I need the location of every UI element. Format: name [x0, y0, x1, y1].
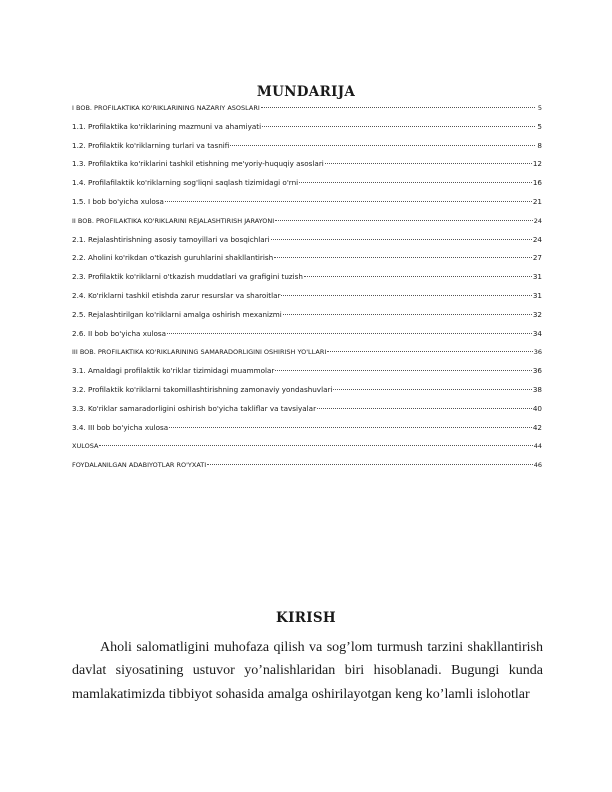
toc-entry-page-number: 36 [533, 348, 542, 357]
toc-entry-label: 3.2. Profilaktik ko'riklarni takomillashtirishning zamonaviy yondashuvlari [72, 384, 333, 394]
toc-entry[interactable] [72, 174, 542, 193]
toc-leader-dots [317, 408, 532, 409]
toc-entry[interactable] [72, 249, 542, 268]
toc-entry-label: 1.1. Profilaktika ko'riklarining mazmuni va ahamiyati [72, 121, 262, 131]
toc-entry-label: 2.1. Rejalashtirishning asosiy tamoyillari va bosqichlari [72, 234, 270, 244]
toc-entry-label: 3.3. Ko'riklar samaradorligini oshirish bo'yicha takliflar va tavsiyalar [72, 403, 317, 413]
toc-entry[interactable] [72, 362, 542, 381]
toc-leader-dots [325, 163, 532, 164]
toc-entry-label: 3.1. Amaldagi profilaktik ko'riklar tizimidagi muammolar [72, 366, 275, 376]
toc-entry[interactable] [72, 456, 542, 475]
toc-entry-page-number: 36 [532, 366, 542, 376]
toc-entry[interactable] [72, 400, 542, 419]
toc-entry-page-number: 24 [532, 234, 542, 244]
toc-entry[interactable] [72, 343, 542, 362]
toc-leader-dots [169, 427, 532, 428]
toc-leader-dots [299, 182, 532, 183]
toc-leader-dots [262, 126, 535, 127]
toc-entry-page-number: 5 [537, 121, 542, 131]
toc-entry-page-number: 12 [532, 159, 542, 169]
toc-entry-label: 2.2. Aholini ko'rikdan o'tkazish guruhlarini shakllantirish [72, 253, 274, 263]
toc-leader-dots [274, 257, 532, 258]
toc-entry-page-number: 27 [532, 253, 542, 263]
toc-entry-page-number: 31 [532, 272, 542, 282]
toc-entry[interactable] [72, 268, 542, 287]
section-title-kirish: KIRISH [276, 610, 336, 626]
toc-entry[interactable] [72, 419, 542, 438]
toc-entry-page-number: 46 [533, 461, 542, 470]
toc-entry-label: III BOB. PROFILAKTIKA KO'RIKLARINING SAMARADORLIGINI OSHIRISH YO'LLARI [72, 348, 327, 357]
toc-entry[interactable] [72, 381, 542, 400]
toc-leader-dots [281, 295, 531, 296]
toc-leader-dots [333, 389, 531, 390]
toc-entry-label: 2.3. Profilaktik ko'riklarni o'tkazish muddatlari va grafigini tuzish [72, 272, 303, 282]
toc-entry[interactable] [72, 193, 542, 212]
toc-entry[interactable] [72, 325, 542, 344]
toc-entry-page-number: 31 [532, 290, 542, 300]
toc-entry-label: 1.4. Profilafilaktik ko'riklarning sog'liqni saqlash tizimidagi o'rni [72, 178, 299, 188]
toc-entry-page-number: 44 [533, 442, 542, 451]
toc-leader-dots [304, 276, 532, 277]
toc-leader-dots [230, 145, 535, 146]
toc-entry-label: 2.4. Ko'riklarni tashkil etishda zarur resurslar va sharoitlar [72, 290, 281, 300]
toc-entry-page-number: 34 [532, 328, 542, 338]
toc-entry-label: 1.2. Profilaktik ko'riklarning turlari va tasnifi [72, 140, 230, 150]
toc-entry-page-number: 5 [537, 104, 542, 112]
toc-leader-dots [275, 370, 531, 371]
toc-entry-page-number: 8 [537, 140, 542, 150]
toc-leader-dots [261, 107, 535, 108]
toc-entry-page-number: 24 [533, 216, 542, 225]
toc-leader-dots [275, 220, 533, 221]
toc-entry[interactable] [72, 118, 542, 137]
toc-entry[interactable] [72, 437, 542, 456]
toc-entry[interactable] [72, 231, 542, 250]
toc-entry-label: 3.4. III bob bo'yicha xulosa [72, 422, 169, 432]
toc-leader-dots [283, 314, 532, 315]
toc-entry-label: 1.3. Profilaktika ko'riklarini tashkil etishning me'yoriy-huquqiy asoslari [72, 159, 324, 169]
toc-entry-page-number: 32 [532, 309, 542, 319]
toc-entry[interactable] [72, 287, 542, 306]
toc-entry[interactable] [72, 155, 542, 174]
toc-entry[interactable] [72, 137, 542, 156]
toc-leader-dots [271, 239, 532, 240]
toc-entry-page-number: 42 [532, 422, 542, 432]
toc-leader-dots [327, 351, 532, 352]
toc-entry[interactable] [72, 99, 542, 118]
toc-leader-dots [207, 464, 533, 465]
toc-entry-label: XULOSA [72, 442, 99, 451]
toc-leader-dots [167, 333, 532, 334]
toc-title: MUNDARIJA [256, 84, 356, 100]
toc-entry-label: II BOB. PROFILAKTIKA KO'RIKLARINI REJALASHTIRISH JARAYONI [72, 216, 275, 225]
toc-leader-dots [165, 201, 532, 202]
intro-paragraph: Aholi salomatligini muhofaza qilish va sog’lom turmush tarzini shakllantirish davlat siyosatining ustuvor yo’nalishlaridan biri hisoblanadi. Bugungi kunda mamlakatimizda tibbiyot sohasida amalga oshirilayotgan keng ko’lamli islohotlar [72, 640, 543, 702]
toc-entry-page-number: 38 [532, 384, 542, 394]
toc-entry[interactable] [72, 212, 542, 231]
toc-entry-label: I BOB. PROFILAKTIKA KO'RIKLARINING NAZARIY ASOSLARI [72, 104, 260, 112]
toc-entry-label: 2.6. II bob bo'yicha xulosa [72, 328, 167, 338]
toc-entry-label: 2.5. Rejalashtirilgan ko'riklarni amalga oshirish mexanizmi [72, 309, 282, 319]
toc-entry-label: 1.5. I bob bo'yicha xulosa [72, 196, 164, 206]
toc-entry[interactable] [72, 306, 542, 325]
table-of-contents [72, 99, 542, 475]
toc-entry-page-number: 21 [532, 196, 542, 206]
toc-entry-page-number: 40 [532, 403, 542, 413]
toc-entry-page-number: 16 [532, 178, 542, 188]
toc-entry-label: FOYDALANILGAN ADABIYOTLAR RO'YXATI [72, 461, 207, 470]
toc-leader-dots [99, 445, 532, 446]
